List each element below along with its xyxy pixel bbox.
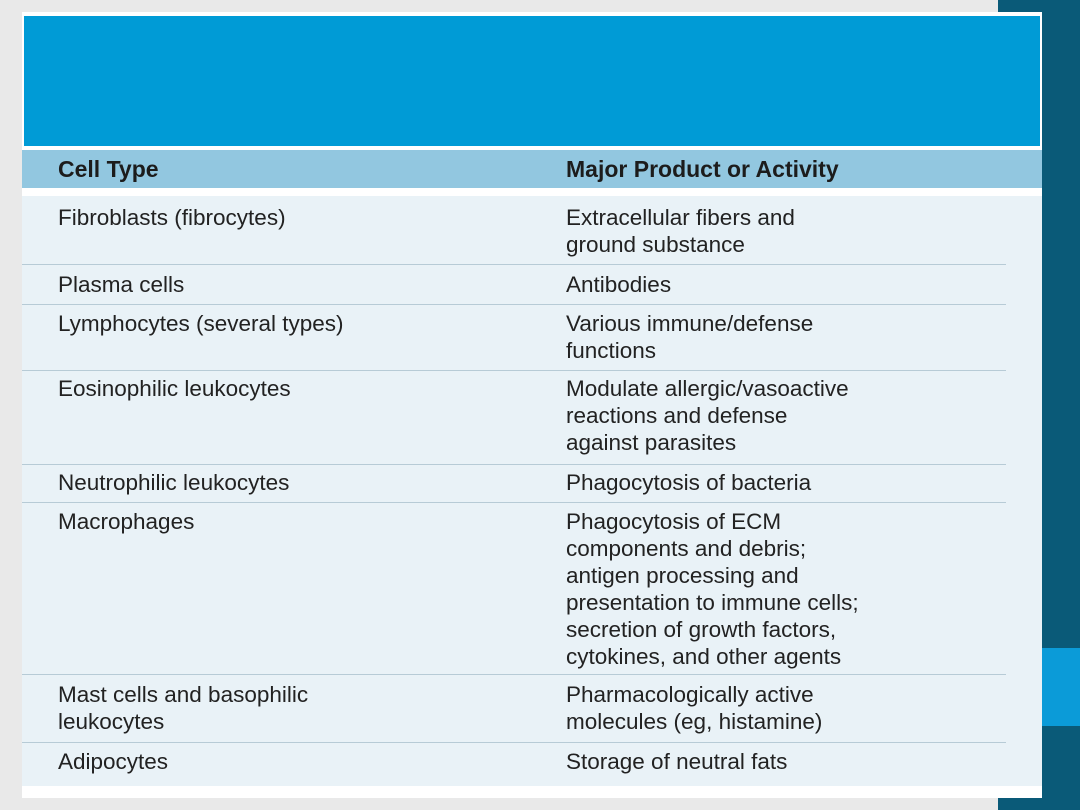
cell-activity: Phagocytosis of ECM components and debris; antigen processing and presentation to immune cells; secretion of growth factors, cytokines, and other agents	[566, 509, 859, 669]
table-row	[22, 744, 1006, 782]
table-row	[22, 372, 1006, 465]
cell-type: Plasma cells	[58, 272, 185, 297]
table-row	[22, 466, 1006, 503]
cell-activity: Antibodies	[566, 272, 672, 297]
cell-activity: Pharmacologically active molecules (eg, histamine)	[566, 682, 823, 734]
cell-activity: Phagocytosis of bacteria	[566, 470, 812, 495]
cell-type: Adipocytes	[58, 749, 169, 774]
table-row	[22, 676, 1006, 743]
table-header	[22, 150, 1042, 188]
cell-type: Lymphocytes (several types)	[58, 311, 344, 336]
cell-type: Mast cells and basophilic leukocytes	[58, 682, 309, 734]
title-bar	[22, 14, 1042, 148]
table-row	[22, 266, 1006, 305]
header-major-product: Major Product or Activity	[566, 156, 839, 182]
table-row	[22, 204, 1006, 265]
cell-type: Neutrophilic leukocytes	[58, 470, 290, 495]
table-body	[22, 196, 1042, 786]
cell-type: Fibroblasts (fibrocytes)	[58, 205, 286, 230]
cell-type: Macrophages	[58, 509, 195, 534]
header-cell-type: Cell Type	[58, 156, 159, 182]
table-row	[22, 504, 1006, 675]
cell-activity: Storage of neutral fats	[566, 749, 788, 774]
cell-type: Eosinophilic leukocytes	[58, 376, 291, 401]
right-accent-block	[1042, 648, 1080, 726]
cell-activity: Various immune/defense functions	[566, 311, 814, 363]
cell-activity: Modulate allergic/vasoactive reactions and defense against parasites	[566, 376, 849, 455]
table-row	[22, 306, 1006, 371]
cell-activity: Extracellular fibers and ground substance	[566, 205, 795, 257]
